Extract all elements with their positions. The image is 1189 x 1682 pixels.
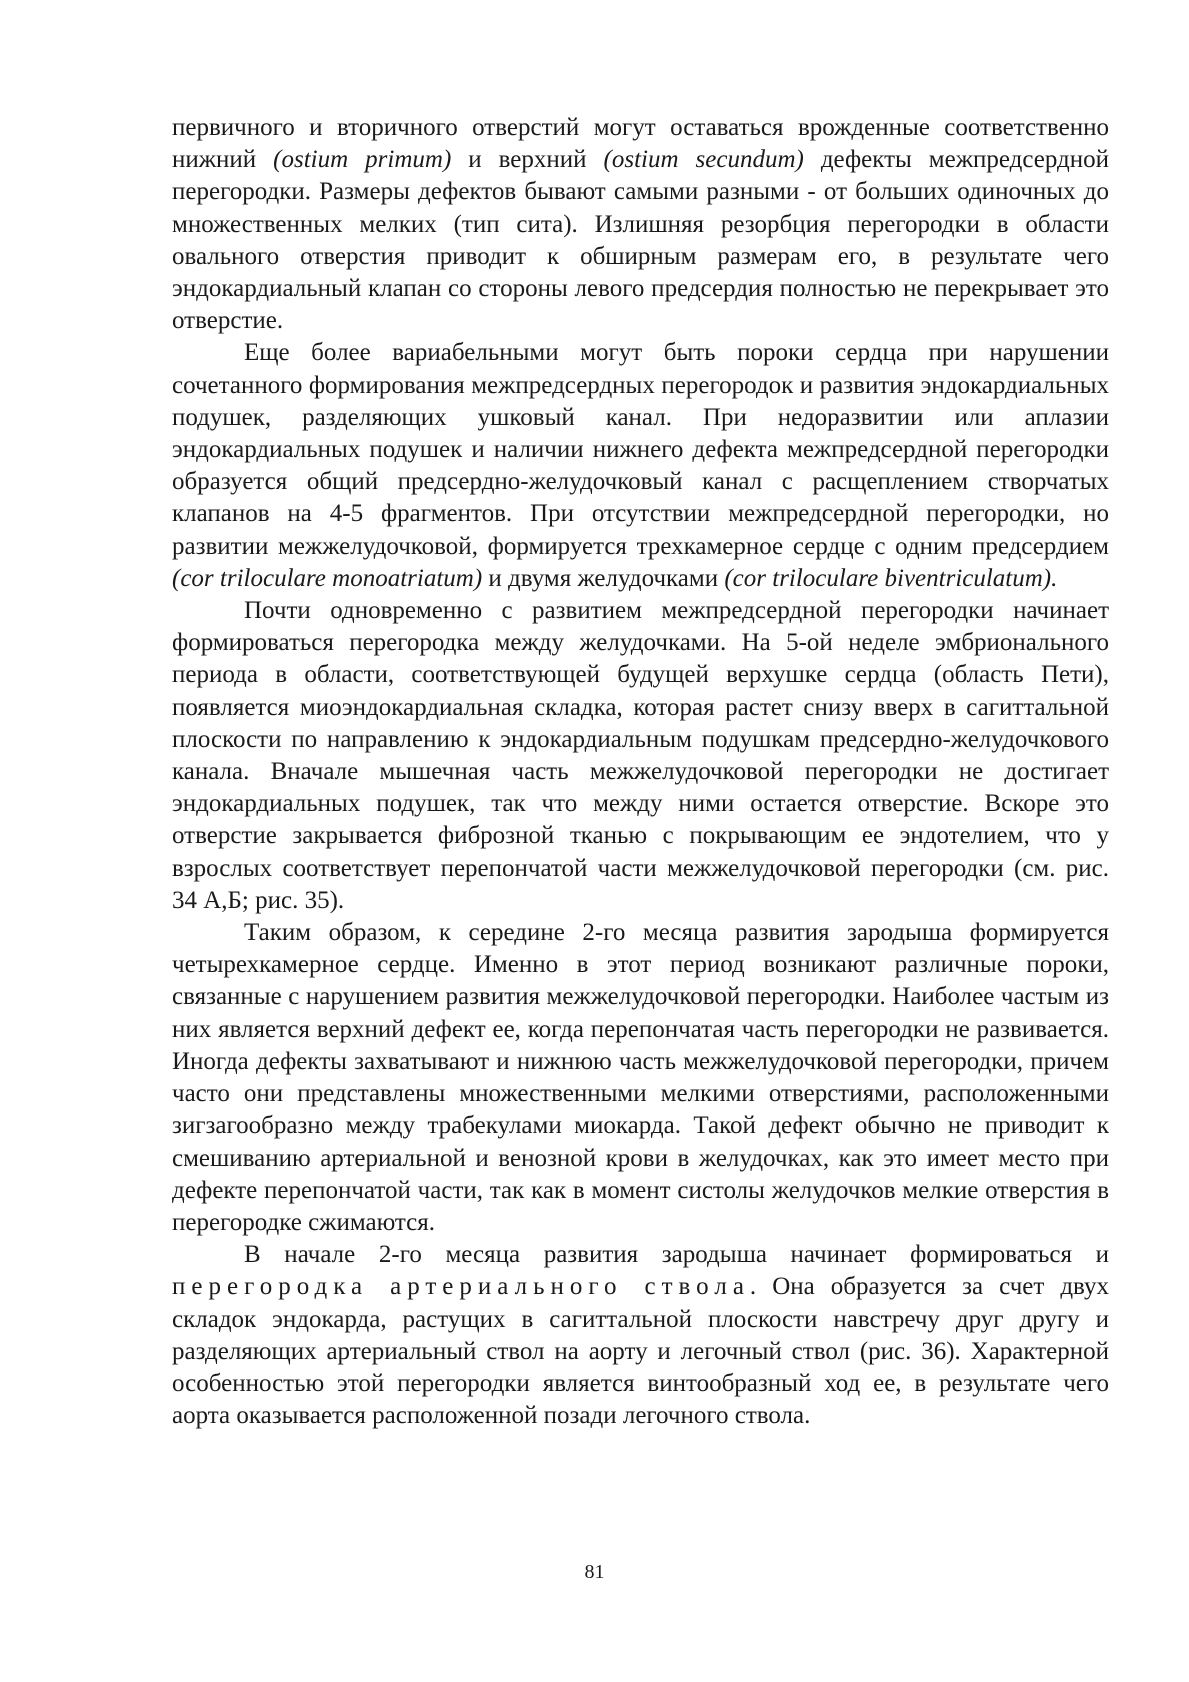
latin-term: (ostium primum) [273, 146, 452, 174]
latin-term: (ostium secundum) [603, 146, 804, 174]
emphasized-term: перегородка артериального ствола [172, 1273, 750, 1301]
latin-term: (cor triloculare biventriculatum). [724, 564, 1058, 592]
text-run: первичного и вторичного отверстий могут оставаться врожденные соответственно нижний [172, 114, 1109, 174]
text-run: и верхний [451, 146, 604, 174]
text-run: В начале 2-го месяца развития зародыша начинает формироваться и [244, 1241, 1109, 1269]
paragraph [172, 1239, 1109, 1432]
text-run: Еще более вариабельными могут быть пороки сердца при нарушении сочетанного формирования межпредсердных перегородок и развития эндокардиальных подушек, разделяющих ушковый канал. При недоразвитии или аплазии эндокардиальных подушек и наличии нижнего дефекта межпредсердной перегородки образуется общий предсердно-желудочковый канал с расщеплением створчатых клапанов на 4-5 фрагментов. При отсутствии межпредсердной перегородки, но развитии межжелудочковой, формируется трехкамерное сердце с одним предсердием [172, 339, 1109, 560]
paragraph [172, 917, 1109, 1239]
text-run: . Она образуется за счет двух складок эндокарда, растущих в сагиттальной плоскости навстречу друг другу и разделяющих артериальный ствол на аорту и легочный ствол (рис. 36). Характерной особенностью этой перегородки является винтообразный ход ее, в результате чего аорта оказывается расположенной позади легочного ствола. [172, 1273, 1109, 1430]
text-run: Почти одновременно с развитием межпредсердной перегородки начинает формироваться перегородка между желудочками. На 5-ой неделе эмбрионального периода в области, соответствующей будущей верхушке сердца (область Пети), появляется миоэндокардиальная складка, которая растет снизу вверх в сагиттальной плоскости по направлению к эндокардиальным подушкам предсердно-желудочкового канала. Вначале мышечная часть межжелудочковой перегородки не достигает эндокардиальных подушек, так что между ними остается отверстие. Вскоре это отверстие закрывается фиброзной тканью с покрывающим ее эндотелием, что у взрослых соответствует перепончатой части межжелудочковой перегородки (см. рис. 34 А,Б; рис. 35). [172, 597, 1109, 914]
body-text [172, 112, 1109, 1432]
paragraph [172, 112, 1109, 337]
text-run: Таким образом, к середине 2-го месяца развития зародыша формируется четырехкамерное сердце. Именно в этот период возникают различные пороки, связанные с нарушением развития межжелудочковой перегородки. Наиболее частым из них является верхний дефект ее, когда перепончатая часть перегородки не развивается. Иногда дефекты захватывают и нижнюю часть межжелудочковой перегородки, причем часто они представлены множественными мелкими отверстиями, расположенными зигзагообразно между трабекулами миокарда. Такой дефект обычно не приводит к смешиванию артериальной и венозной крови в желудочках, как это имеет место при дефекте перепончатой части, так как в момент систолы желудочков мелкие отверстия в перегородке сжимаются. [172, 919, 1109, 1236]
paragraph [172, 595, 1109, 917]
latin-term: (cor triloculare monoatriatum) [172, 564, 483, 592]
page-number: 81 [584, 1561, 605, 1583]
text-run: и двумя желудочками [482, 564, 725, 592]
text-run: дефекты межпредсердной перегородки. Размеры дефектов бывают самыми разными - от больших одиночных до множественных мелких (тип сита). Излишняя резорбция перегородки в области овального отверстия приводит к обширным размерам его, в результате чего эндокардиальный клапан со стороны левого предсердия полностью не перекрывает это отверстие. [172, 146, 1109, 335]
paragraph [172, 337, 1109, 595]
